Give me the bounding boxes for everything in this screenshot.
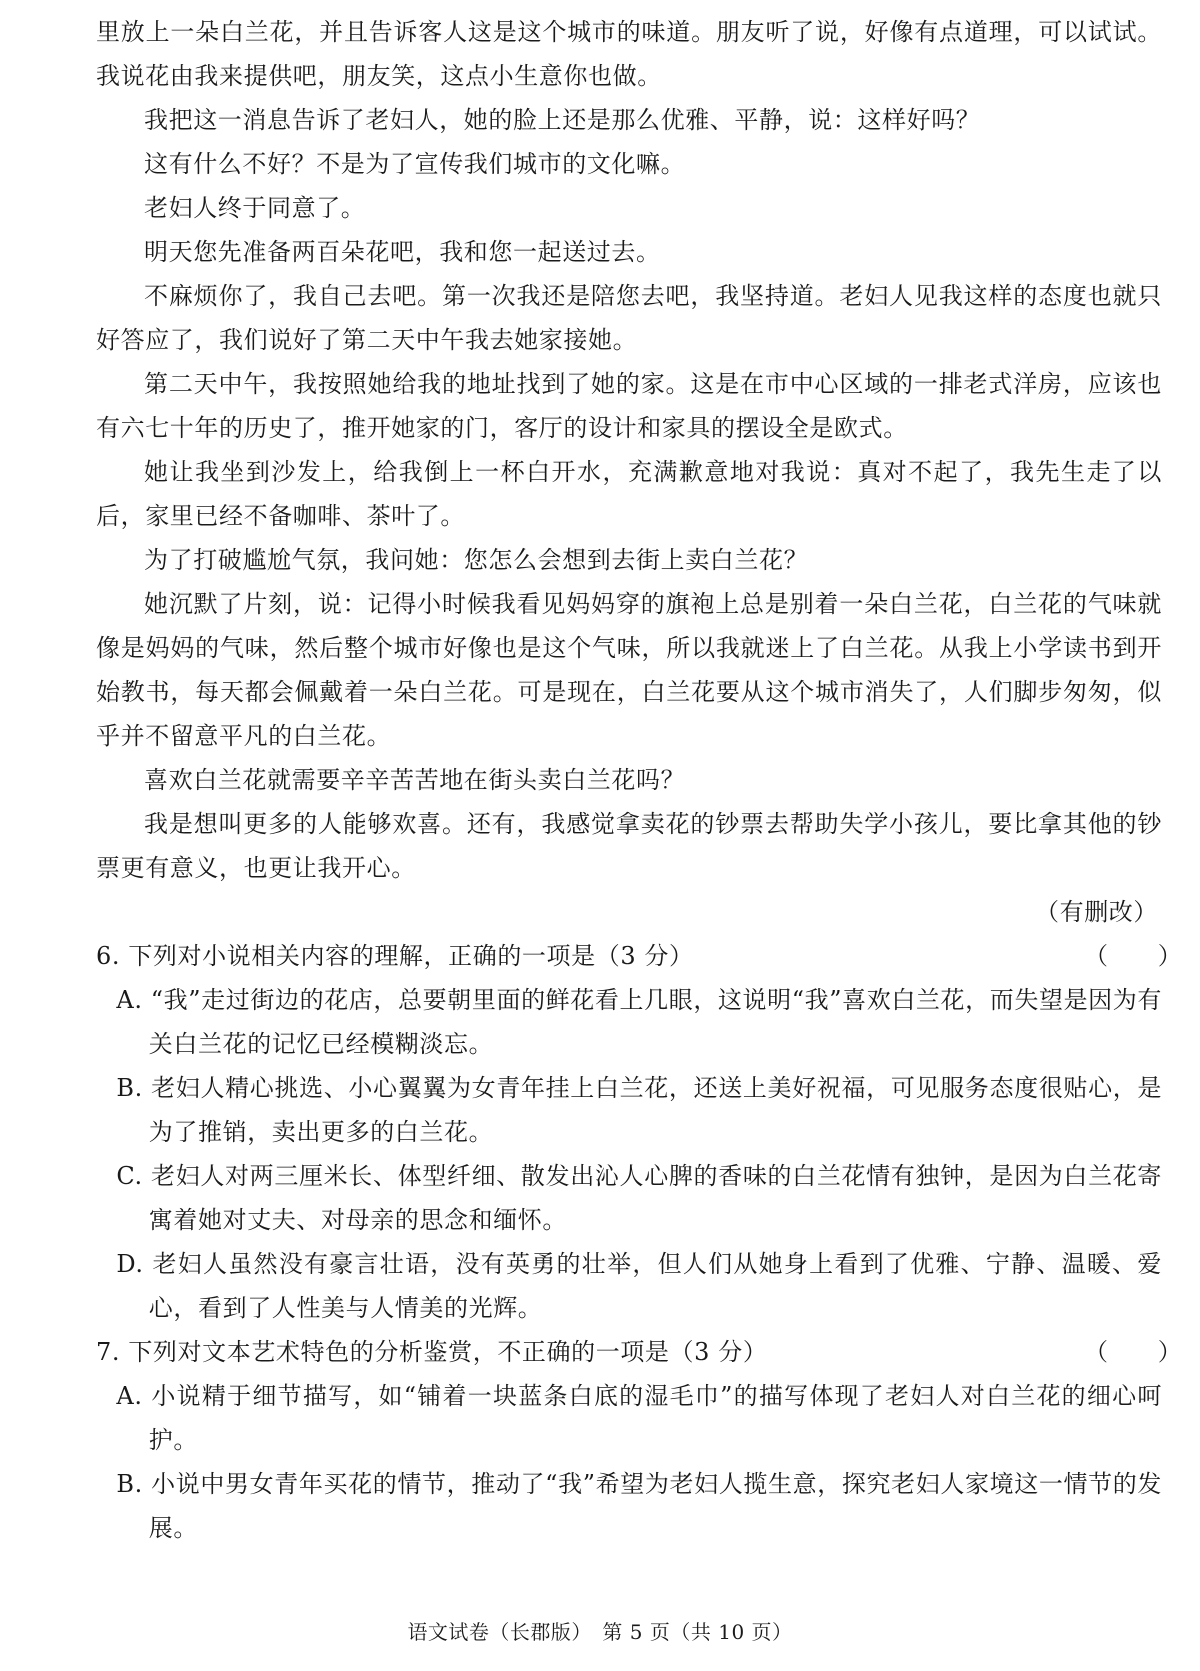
question-7-stem: 7. 下列对文本艺术特色的分析鉴赏，不正确的一项是（3 分） — [96, 1338, 768, 1366]
passage-paragraph: 她让我坐到沙发上，给我倒上一杯白开水，充满歉意地对我说：真对不起了，我先生走了以后，家里已经不备咖啡、茶叶了。 — [96, 458, 1162, 530]
passage-paragraph: 喜欢白兰花就需要辛辛苦苦地在街头卖白兰花吗？ — [144, 766, 686, 794]
passage-paragraph: 明天您先准备两百朵花吧，我和您一起送过去。 — [144, 238, 661, 266]
question-7-option-b: B. 小说中男女青年买花的情节，推动了“我”希望为老妇人揽生意，探究老妇人家境这一情节的发展。 — [116, 1470, 1162, 1542]
question-6-stem-line — [96, 934, 1183, 978]
passage-paragraph: 她沉默了片刻，说：记得小时候我看见妈妈穿的旗袍上总是别着一朵白兰花，白兰花的气味就像是妈妈的气味，然后整个城市好像也是这个气味，所以我就迷上了白兰花。从我上小学读书到开始教书，每天都会佩戴着一朵白兰花。可是现在，白兰花要从这个城市消失了，人们脚步匆匆，似乎并不留意平凡的白兰花。 — [96, 590, 1162, 750]
source-note: （有删改） — [1035, 898, 1158, 926]
passage-paragraph: 第二天中午，我按照她给我的地址找到了她的家。这是在市中心区域的一排老式洋房，应该也有六七十年的历史了，推开她家的门，客厅的设计和家具的摆设全是欧式。 — [96, 370, 1162, 442]
passage-paragraph: 我是想叫更多的人能够欢喜。还有，我感觉拿卖花的钞票去帮助失学小孩儿，要比拿其他的钞票更有意义，也更让我开心。 — [96, 810, 1162, 882]
page-footer: 语文试卷（长郡版） 第 5 页（共 10 页） — [407, 1620, 793, 1644]
passage-paragraph: 我把这一消息告诉了老妇人，她的脸上还是那么优雅、平静，说：这样好吗？ — [144, 106, 981, 134]
page-content — [96, 10, 1183, 1550]
passage-paragraph: 里放上一朵白兰花，并且告诉客人这是这个城市的味道。朋友听了说，好像有点道理，可以试试。我说花由我来提供吧，朋友笑，这点小生意你也做。 — [96, 18, 1162, 90]
question-6-stem: 6. 下列对小说相关内容的理解，正确的一项是（3 分） — [96, 942, 694, 970]
passage-paragraph: 不麻烦你了，我自己去吧。第一次我还是陪您去吧，我坚持道。老妇人见我这样的态度也就只好答应了，我们说好了第二天中午我去她家接她。 — [96, 282, 1162, 354]
question-6-option-d: D. 老妇人虽然没有豪言壮语，没有英勇的壮举，但人们从她身上看到了优雅、宁静、温暖、爱心，看到了人性美与人情美的光辉。 — [116, 1250, 1162, 1322]
question-7-answer-bracket[interactable]: （ ） — [1084, 1338, 1183, 1366]
passage-paragraph: 老妇人终于同意了。 — [144, 194, 366, 222]
passage-paragraph: 为了打破尴尬气氛，我问她：您怎么会想到去街上卖白兰花？ — [144, 546, 809, 574]
question-6-option-b: B. 老妇人精心挑选、小心翼翼为女青年挂上白兰花，还送上美好祝福，可见服务态度很贴心，是为了推销，卖出更多的白兰花。 — [116, 1074, 1162, 1146]
question-6-answer-bracket[interactable]: （ ） — [1084, 942, 1183, 970]
question-7-stem-line — [96, 1330, 1183, 1374]
passage-paragraph: 这有什么不好？不是为了宣传我们城市的文化嘛。 — [144, 150, 686, 178]
question-7-option-a: A. 小说精于细节描写，如“铺着一块蓝条白底的湿毛巾”的描写体现了老妇人对白兰花的细心呵护。 — [116, 1382, 1162, 1454]
question-6-option-a: A. “我”走过街边的花店，总要朝里面的鲜花看上几眼，这说明“我”喜欢白兰花，而失望是因为有关白兰花的记忆已经模糊淡忘。 — [116, 986, 1162, 1058]
question-6-option-c: C. 老妇人对两三厘米长、体型纤细、散发出沁人心脾的香味的白兰花情有独钟，是因为白兰花寄寓着她对丈夫、对母亲的思念和缅怀。 — [116, 1162, 1162, 1234]
